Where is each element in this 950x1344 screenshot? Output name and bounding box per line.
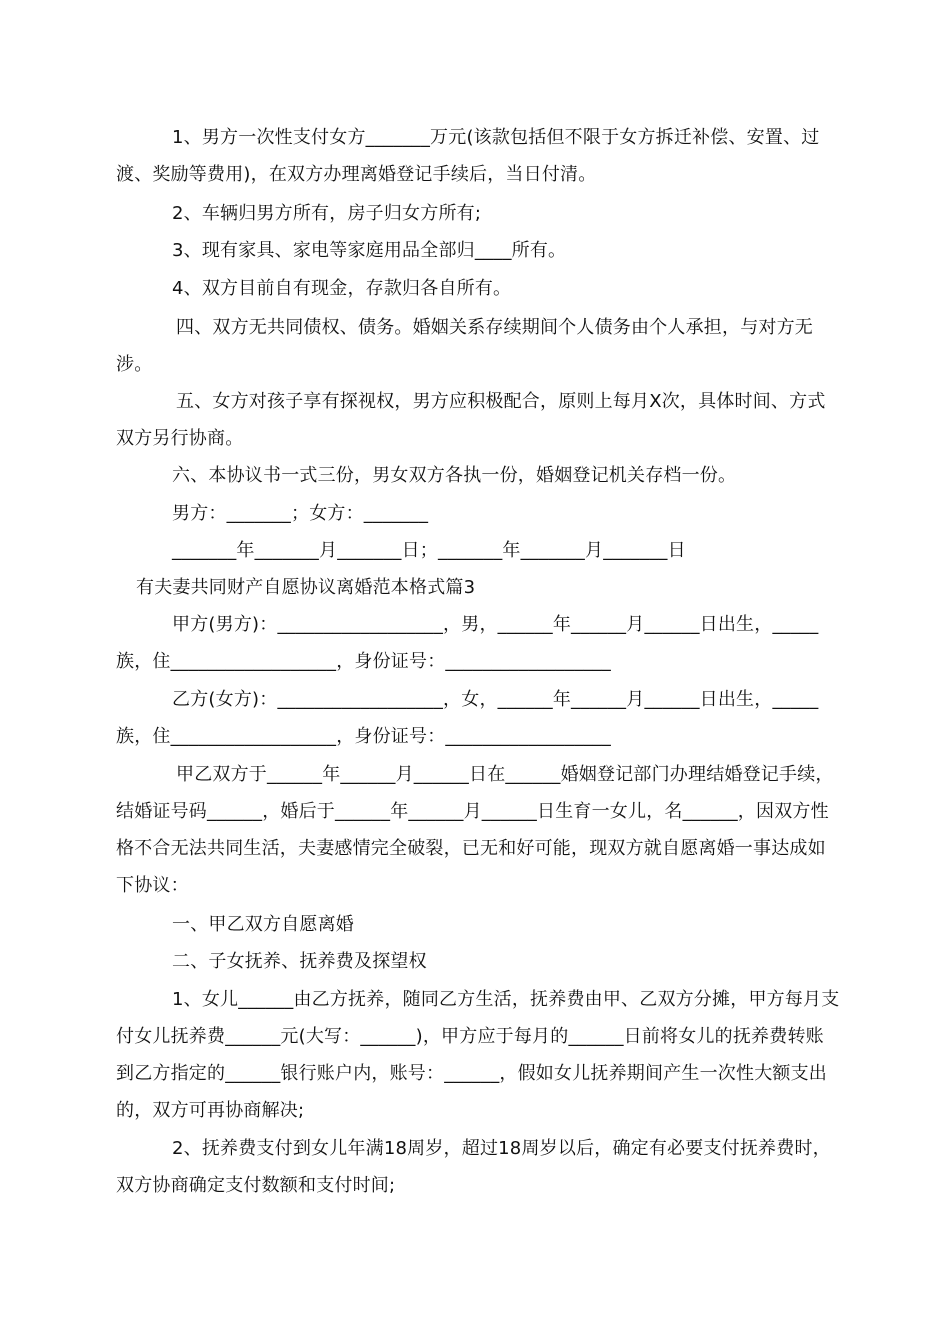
date-line: _______年_______月_______日；_______年_______月_______日 [172,540,686,561]
paragraph-visitation: 五、女方对孩子享有探视权，男方应积极配合，原则上每月X次，具体时间、方式双方另行协商。 [116,391,826,449]
paragraph-copies: 六、本协议书一式三份，男女双方各执一份，婚姻登记机关存档一份。 [172,465,737,486]
clause-two: 二、子女抚养、抚养费及探望权 [172,951,427,972]
signature-line: 男方：_______；女方：_______ [172,503,429,524]
paragraph-debts: 四、双方无共同债权、债务。婚姻关系存续期间个人债务由个人承担，与对方无涉。 [116,317,813,375]
paragraph-payment: 1、男方一次性支付女方_______万元(该款包括但不限于女方拆迁补偿、安置、过渡、奖励等费用)，在双方办理离婚登记手续后，当日付清。 [116,127,820,185]
paragraph-furniture: 3、现有家具、家电等家庭用品全部归____所有。 [172,240,567,261]
clause-one: 一、甲乙双方自愿离婚 [172,914,354,935]
party-a-info: 甲方(男方)：__________________，男，______年______月______日出生，_____族，住__________________，身份证号：__________________ [116,614,819,672]
paragraph-vehicle-house: 2、车辆归男方所有，房子归女方所有; [172,203,482,224]
paragraph-support-duration: 2、抚养费支付到女儿年满18周岁，超过18周岁以后，确定有必要支付抚养费时，双方协商确定支付数额和支付时间; [116,1138,831,1196]
paragraph-custody: 1、女儿______由乙方抚养，随同乙方生活，抚养费由甲、乙双方分摊，甲方每月支付女儿抚养费______元(大写：______)，甲方应于每月的______日前将女儿的抚养费转账到乙方指定的______银行账户内，账号：______，假如女儿抚养期间产生一次性大额支出的，双方可再协商解决; [116,989,840,1121]
paragraph-marriage-info: 甲乙双方于______年______月______日在______婚姻登记部门办理结婚登记手续，结婚证号码______，婚后于______年______月______日生育一女儿，名______，因双方性格不合无法共同生活，夫妻感情完全破裂，已无和好可能，现双方就自愿离婚一事达成如下协议： [116,764,834,896]
party-b-info: 乙方(女方)：__________________，女，______年______月______日出生，_____族，住__________________，身份证号：__________________ [116,689,819,747]
section-title: 有夫妻共同财产自愿协议离婚范本格式篇3 [136,577,476,598]
paragraph-cash: 4、双方目前自有现金，存款归各自所有。 [172,278,512,299]
